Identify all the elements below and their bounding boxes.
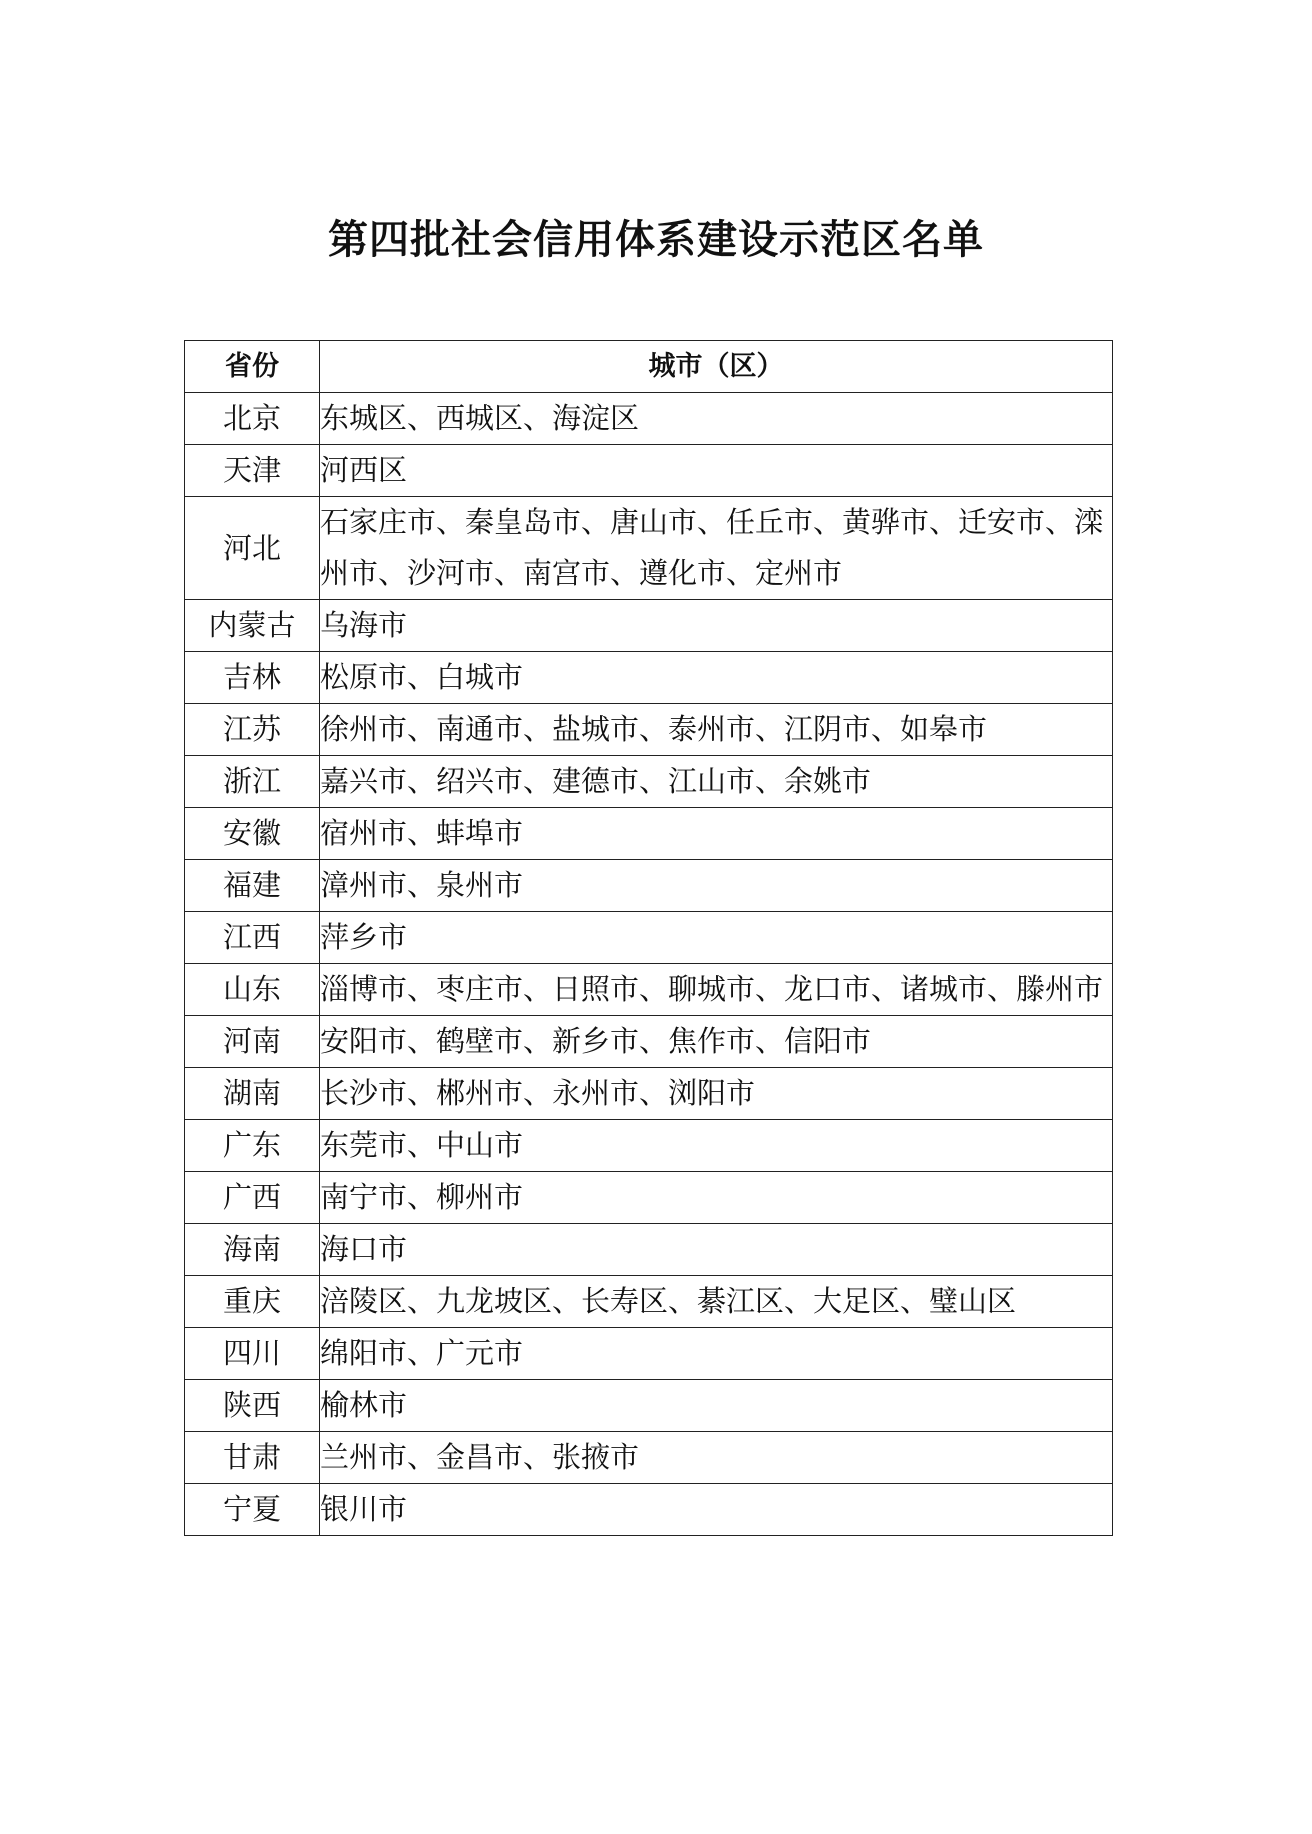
- province-cell: 甘肃: [185, 1432, 320, 1484]
- cities-cell: 淄博市、枣庄市、日照市、聊城市、龙口市、诸城市、滕州市: [320, 964, 1113, 1016]
- province-cell: 福建: [185, 860, 320, 912]
- table-row: [185, 1276, 1113, 1328]
- province-cell: 天津: [185, 445, 320, 497]
- cities-cell: 涪陵区、九龙坡区、长寿区、綦江区、大足区、璧山区: [320, 1276, 1113, 1328]
- cities-cell: 长沙市、郴州市、永州市、浏阳市: [320, 1068, 1113, 1120]
- province-cell: 北京: [185, 393, 320, 445]
- province-cell: 广东: [185, 1120, 320, 1172]
- table-row: [185, 1328, 1113, 1380]
- table-header-row: [185, 341, 1113, 393]
- table-row: [185, 1380, 1113, 1432]
- cities-cell: 海口市: [320, 1224, 1113, 1276]
- province-cell: 宁夏: [185, 1484, 320, 1536]
- province-cell: 浙江: [185, 756, 320, 808]
- cities-cell: 石家庄市、秦皇岛市、唐山市、任丘市、黄骅市、迁安市、滦州市、沙河市、南宫市、遵化市、定州市: [320, 497, 1113, 600]
- cities-cell: 兰州市、金昌市、张掖市: [320, 1432, 1113, 1484]
- province-cell: 安徽: [185, 808, 320, 860]
- cities-cell: 榆林市: [320, 1380, 1113, 1432]
- table-row: [185, 808, 1113, 860]
- table-row: [185, 393, 1113, 445]
- cities-cell: 嘉兴市、绍兴市、建德市、江山市、余姚市: [320, 756, 1113, 808]
- table-row: [185, 912, 1113, 964]
- cities-cell: 银川市: [320, 1484, 1113, 1536]
- province-cell: 吉林: [185, 652, 320, 704]
- province-cell: 四川: [185, 1328, 320, 1380]
- table-row: [185, 1432, 1113, 1484]
- province-cell: 河北: [185, 497, 320, 600]
- province-cell: 江西: [185, 912, 320, 964]
- cities-cell: 安阳市、鹤壁市、新乡市、焦作市、信阳市: [320, 1016, 1113, 1068]
- cities-cell: 宿州市、蚌埠市: [320, 808, 1113, 860]
- province-cell: 湖南: [185, 1068, 320, 1120]
- table-row: [185, 1016, 1113, 1068]
- province-cell: 重庆: [185, 1276, 320, 1328]
- cities-cell: 漳州市、泉州市: [320, 860, 1113, 912]
- cities-cell: 绵阳市、广元市: [320, 1328, 1113, 1380]
- table-row: [185, 497, 1113, 600]
- table-row: [185, 600, 1113, 652]
- table-row: [185, 1120, 1113, 1172]
- province-cell: 陕西: [185, 1380, 320, 1432]
- province-cell: 广西: [185, 1172, 320, 1224]
- province-cell: 河南: [185, 1016, 320, 1068]
- header-cities: 城市（区）: [320, 341, 1113, 393]
- cities-cell: 南宁市、柳州市: [320, 1172, 1113, 1224]
- province-cell: 江苏: [185, 704, 320, 756]
- province-cell: 内蒙古: [185, 600, 320, 652]
- page-title: 第四批社会信用体系建设示范区名单: [328, 216, 984, 263]
- header-province: 省份: [185, 341, 320, 393]
- table-row: [185, 1484, 1113, 1536]
- cities-cell: 松原市、白城市: [320, 652, 1113, 704]
- table-row: [185, 704, 1113, 756]
- cities-cell: 东城区、西城区、海淀区: [320, 393, 1113, 445]
- demo-zone-table: [184, 340, 1113, 1536]
- table-row: [185, 756, 1113, 808]
- cities-cell: 河西区: [320, 445, 1113, 497]
- cities-cell: 乌海市: [320, 600, 1113, 652]
- table-row: [185, 1172, 1113, 1224]
- table-row: [185, 964, 1113, 1016]
- cities-cell: 萍乡市: [320, 912, 1113, 964]
- table-row: [185, 1224, 1113, 1276]
- table-row: [185, 652, 1113, 704]
- table-row: [185, 445, 1113, 497]
- province-cell: 山东: [185, 964, 320, 1016]
- cities-cell: 东莞市、中山市: [320, 1120, 1113, 1172]
- table-row: [185, 1068, 1113, 1120]
- cities-cell: 徐州市、南通市、盐城市、泰州市、江阴市、如皋市: [320, 704, 1113, 756]
- table-row: [185, 860, 1113, 912]
- province-cell: 海南: [185, 1224, 320, 1276]
